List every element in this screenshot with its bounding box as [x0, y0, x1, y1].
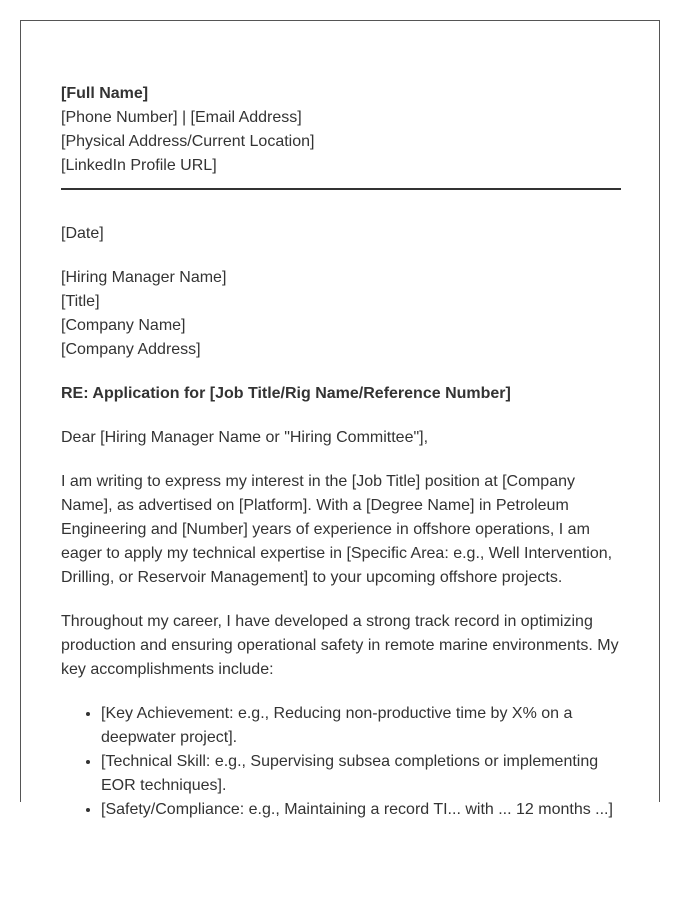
letter-content — [61, 82, 621, 822]
accomplishments-list — [61, 702, 621, 822]
body-paragraph-2: Throughout my career, I have developed a strong track record in optimizing production and ensuring operational safety in remote marine environments. My key accomplishments include: — [61, 613, 619, 678]
letter-page — [20, 20, 660, 818]
sender-address: [Physical Address/Current Location] — [61, 133, 315, 150]
recipient-title: [Title] — [61, 293, 100, 310]
recipient-block — [61, 266, 621, 362]
salutation-block — [61, 426, 621, 450]
sender-full-name: [Full Name] — [61, 85, 149, 102]
letter-date: [Date] — [61, 225, 104, 242]
sender-contact-line: [Phone Number] | [Email Address] — [61, 109, 302, 126]
subject-line: RE: Application for [Job Title/Rig Name/Reference Number] — [61, 385, 511, 402]
body-paragraph-1: I am writing to express my interest in the [Job Title] position at [Company Name], as advertised on [Platform]. With a [Degree Name] in Petroleum Engineering and [Number] years of experience in offshore operations, I am eager to apply my technical expertise in [Specific Area: e.g., Well Intervention, Drilling, or Reservoir Management] to your upcoming offshore projects. — [61, 473, 613, 586]
subject-block — [61, 382, 621, 406]
recipient-name: [Hiring Manager Name] — [61, 269, 227, 286]
list-item: • [Key Achievement: e.g., Reducing non-productive time by X% on a deepwater project]. — [101, 702, 621, 750]
sender-header — [61, 82, 621, 188]
list-item: • [Safety/Compliance: e.g., Maintaining a record TI... with ... 12 months ...] — [101, 798, 621, 822]
recipient-company: [Company Name] — [61, 317, 186, 334]
letter-date-block — [61, 222, 621, 246]
list-item: • [Technical Skill: e.g., Supervising subsea completions or implementing EOR techniques]. — [101, 750, 621, 798]
recipient-company-address: [Company Address] — [61, 341, 201, 358]
sender-linkedin: [LinkedIn Profile URL] — [61, 157, 217, 174]
salutation: Dear [Hiring Manager Name or "Hiring Committee"], — [61, 429, 429, 446]
header-divider — [61, 188, 621, 190]
